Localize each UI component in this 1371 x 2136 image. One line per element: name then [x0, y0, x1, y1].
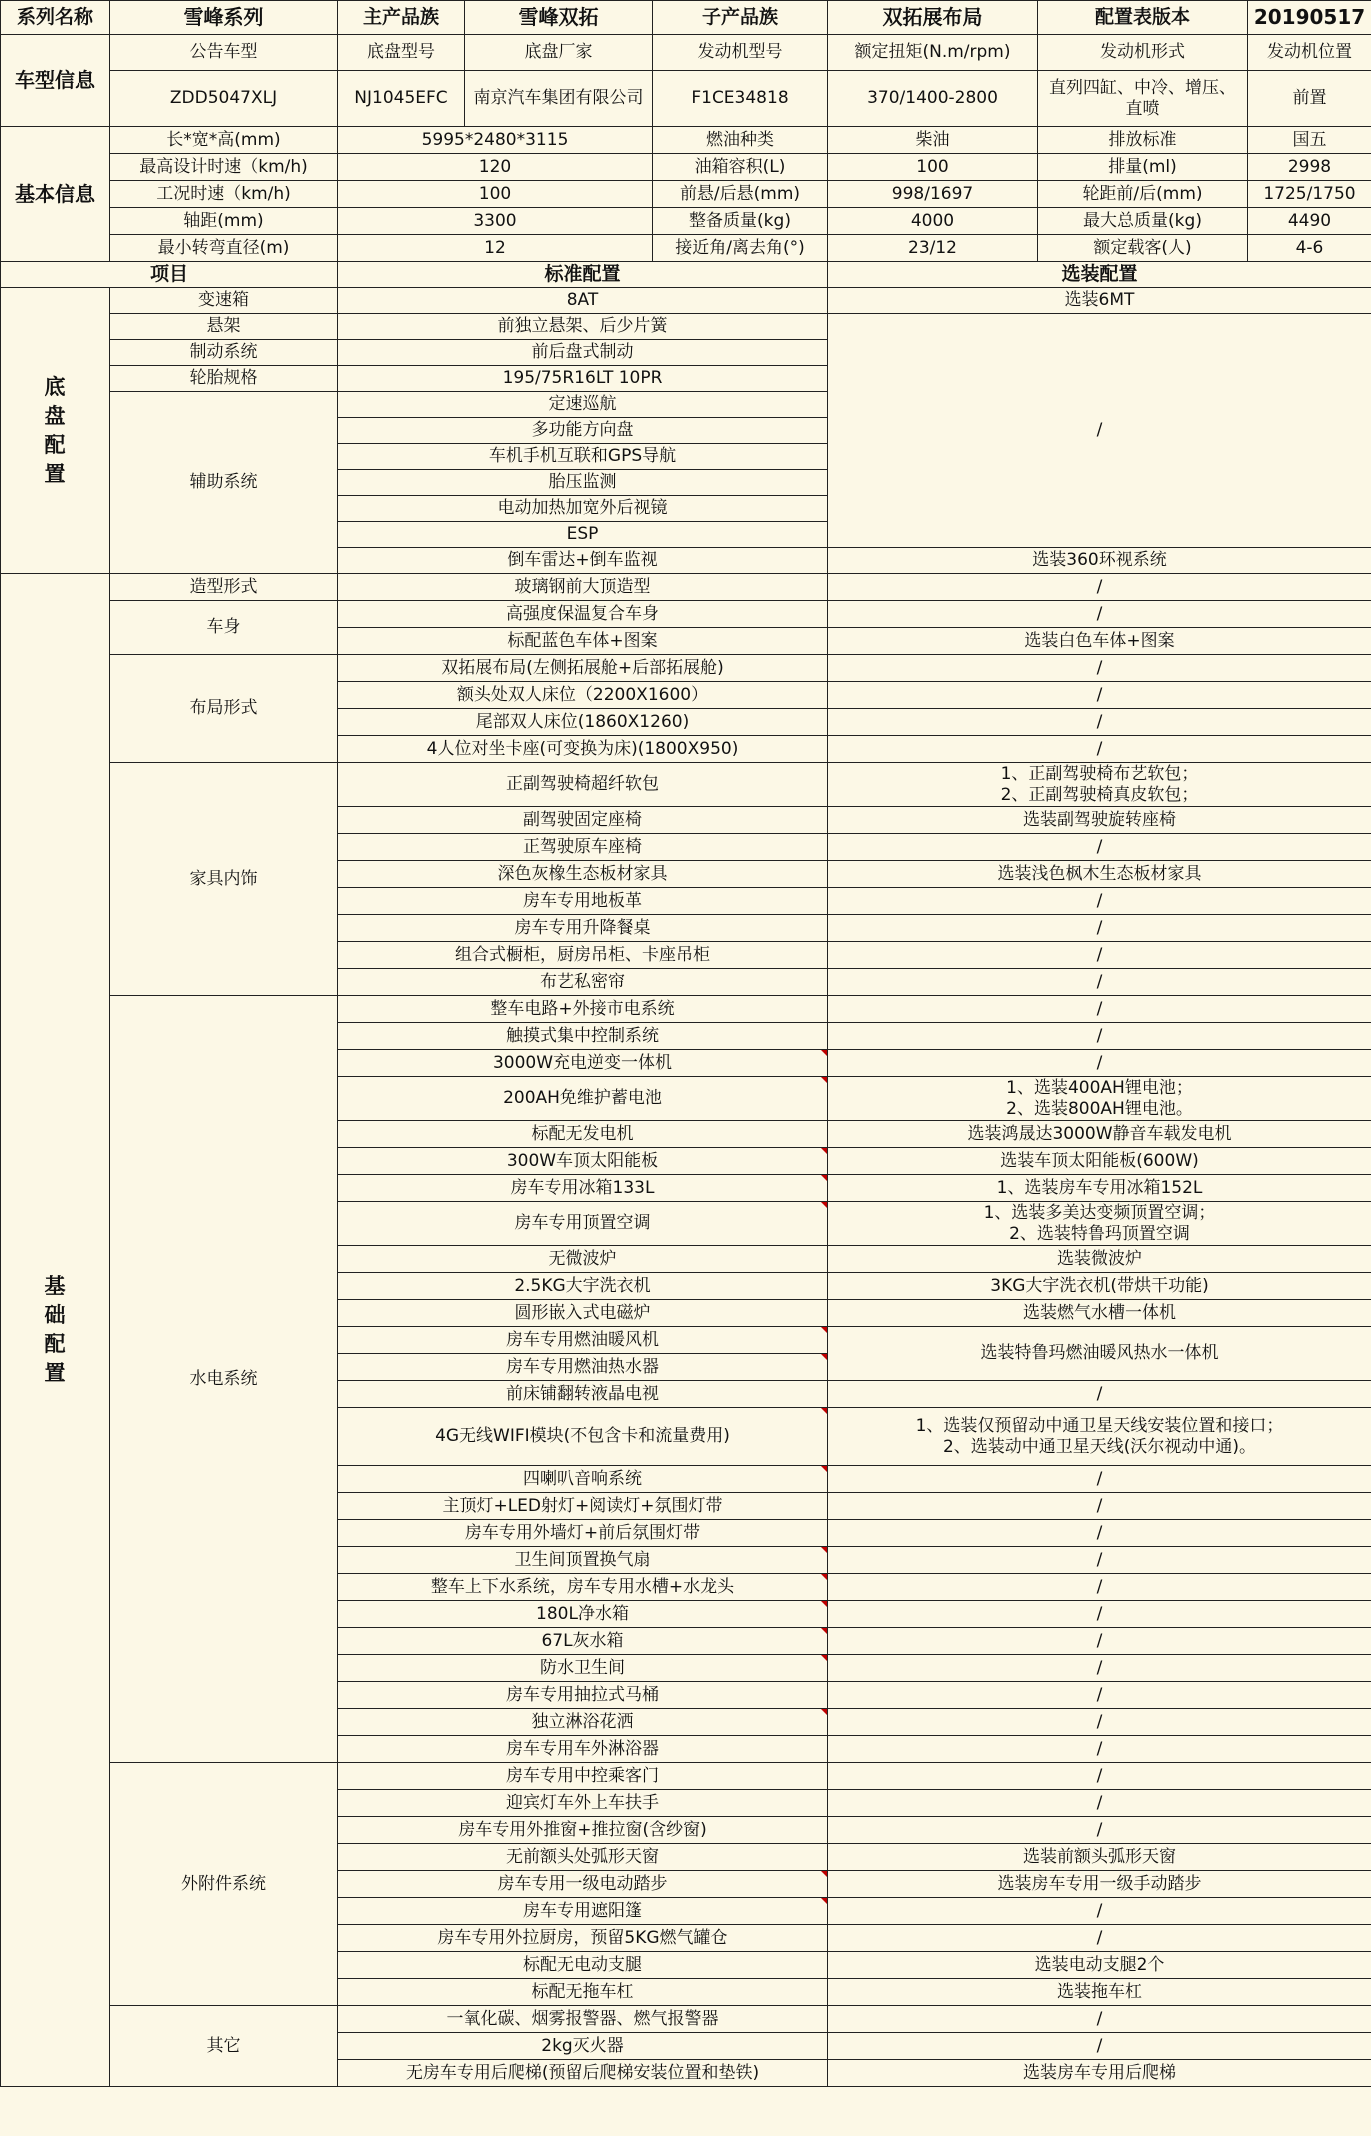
opt-cell: 3KG大宇洗衣机(带烘干功能)	[828, 1273, 1371, 1300]
std-text: 房车专用一级电动踏步	[497, 1873, 668, 1894]
std-cell	[338, 1354, 828, 1381]
opt-cell: 选装6MT	[828, 288, 1371, 314]
basic-value: 120	[338, 154, 653, 181]
basic-value: 柴油	[828, 127, 1038, 154]
std-cell	[338, 888, 828, 915]
std-text: 标配无拖车杠	[531, 1981, 634, 2002]
opt-line: 1、选装仅预留动中通卫星天线安装位置和接口；	[915, 1415, 1284, 1436]
std-cell	[338, 1520, 828, 1547]
std-cell	[338, 1148, 828, 1175]
std-cell: 电动加热加宽外后视镜	[338, 496, 828, 522]
vehicle-header: 公告车型	[110, 35, 338, 71]
config-row	[1, 2006, 1371, 2033]
std-text: 深色灰橡生态板材家具	[497, 863, 668, 884]
optional-header: 选装配置	[828, 262, 1371, 288]
std-text: 高强度保温复合车身	[506, 603, 659, 624]
std-text: 正驾驶原车座椅	[523, 836, 642, 857]
basic-label: 最小转弯直径(m)	[110, 235, 338, 262]
opt-cell: 选装房车专用后爬梯	[828, 2060, 1371, 2087]
basic-value: 100	[828, 154, 1038, 181]
item-label: 变速箱	[110, 288, 338, 314]
std-text: 3000W充电逆变一体机	[492, 1052, 673, 1073]
opt-line: 2、正副驾驶椅真皮软包；	[1000, 784, 1199, 805]
std-text: 双拓展布局(左侧拓展舱+后部拓展舱)	[441, 657, 724, 678]
std-text: 标配蓝色车体+图案	[507, 630, 658, 651]
opt-cell: /	[828, 655, 1371, 682]
std-cell	[338, 1709, 828, 1736]
opt-cell: /	[828, 2006, 1371, 2033]
std-cell	[338, 763, 828, 807]
opt-cell: 选装前额头弧形天窗	[828, 1844, 1371, 1871]
opt-cell: /	[828, 1023, 1371, 1050]
opt-cell: /	[828, 1898, 1371, 1925]
item-label: 外附件系统	[110, 1763, 338, 2006]
opt-cell: 选装浅色枫木生态板材家具	[828, 861, 1371, 888]
std-text: 圆形嵌入式电磁炉	[514, 1302, 651, 1323]
std-text: 无微波炉	[548, 1248, 617, 1269]
basic-label: 轮距前/后(mm)	[1038, 181, 1248, 208]
config-row	[1, 601, 1371, 628]
std-text: 前床铺翻转液晶电视	[506, 1383, 659, 1404]
opt-cell	[828, 1202, 1371, 1246]
std-text: 房车专用遮阳篷	[523, 1900, 642, 1921]
config-row	[1, 763, 1371, 807]
opt-cell: /	[828, 1381, 1371, 1408]
item-label: 悬架	[110, 314, 338, 340]
item-label: 辅助系统	[110, 392, 338, 574]
chassis-row	[1, 288, 1371, 314]
basic-label: 排放标准	[1038, 127, 1248, 154]
opt-cell: /	[828, 1655, 1371, 1682]
std-text: 房车专用外拉厨房，预留5KG燃气罐仓	[437, 1927, 728, 1948]
std-cell	[338, 655, 828, 682]
opt-line: 2、选装特鲁玛顶置空调	[1009, 1224, 1190, 1244]
std-cell	[338, 1655, 828, 1682]
basic-label: 油箱容积(L)	[653, 154, 828, 181]
std-text: 独立淋浴花洒	[531, 1711, 634, 1732]
opt-cell: 选装副驾驶旋转座椅	[828, 807, 1371, 834]
std-text: 2.5KG大宇洗衣机	[514, 1275, 651, 1296]
std-text: 整车上下水系统，房车专用水槽+水龙头	[430, 1576, 735, 1597]
std-cell	[338, 1628, 828, 1655]
std-cell	[338, 942, 828, 969]
opt-cell: 选装燃气水槽一体机	[828, 1300, 1371, 1327]
opt-cell: /	[828, 1682, 1371, 1709]
opt-cell: /	[828, 1050, 1371, 1077]
basic-value: 4000	[828, 208, 1038, 235]
std-cell	[338, 1574, 828, 1601]
opt-cell: /	[828, 1574, 1371, 1601]
std-text: 房车专用抽拉式马桶	[506, 1684, 659, 1705]
std-cell: 车机手机互联和GPS导航	[338, 444, 828, 470]
std-cell	[338, 574, 828, 601]
std-text: 触摸式集中控制系统	[506, 1025, 659, 1046]
chassis-section	[1, 288, 110, 574]
vehicle-value: 南京汽车集团有限公司	[465, 71, 653, 127]
std-cell	[338, 1121, 828, 1148]
opt-cell: 1、选装房车专用冰箱152L	[828, 1175, 1371, 1202]
opt-cell: /	[828, 709, 1371, 736]
opt-cell: /	[828, 314, 1371, 548]
std-text: 67L灰水箱	[541, 1630, 624, 1651]
item-label: 水电系统	[110, 996, 338, 1763]
std-cell	[338, 861, 828, 888]
std-text: 房车专用车外淋浴器	[506, 1738, 659, 1759]
opt-cell: /	[828, 1736, 1371, 1763]
basic-label: 工况时速（km/h)	[110, 181, 338, 208]
std-cell	[338, 1202, 828, 1246]
vehicle-header: 发动机形式	[1038, 35, 1248, 71]
item-label: 车身	[110, 601, 338, 655]
opt-cell	[828, 763, 1371, 807]
std-cell	[338, 1547, 828, 1574]
basic-value: 100	[338, 181, 653, 208]
basic-row	[1, 154, 1371, 181]
std-cell: 多功能方向盘	[338, 418, 828, 444]
series-label: 系列名称	[1, 1, 110, 35]
std-text: 房车专用升降餐桌	[514, 917, 651, 938]
std-cell	[338, 969, 828, 996]
std-cell	[338, 996, 828, 1023]
opt-cell: /	[828, 1547, 1371, 1574]
std-text: 房车专用外墙灯+前后氛围灯带	[464, 1522, 701, 1543]
vehicle-header: 底盘厂家	[465, 35, 653, 71]
std-text: 4人位对坐卡座(可变换为床)(1800X950)	[426, 738, 739, 759]
config-row	[1, 574, 1371, 601]
std-cell	[338, 1763, 828, 1790]
basic-value: 4490	[1248, 208, 1371, 235]
std-cell: 定速巡航	[338, 392, 828, 418]
opt-cell: 选装鸿晟达3000W静音车载发电机	[828, 1121, 1371, 1148]
config-header-row	[1, 262, 1371, 288]
basic-row	[1, 208, 1371, 235]
std-text: 防水卫生间	[540, 1657, 625, 1678]
std-text: 副驾驶固定座椅	[523, 809, 642, 830]
opt-cell: /	[828, 1520, 1371, 1547]
opt-line: 1、选装多美达变频顶置空调；	[983, 1203, 1216, 1223]
std-cell	[338, 807, 828, 834]
vehicle-value: 前置	[1248, 71, 1371, 127]
basic-row	[1, 127, 1371, 154]
opt-cell: 选装360环视系统	[828, 548, 1371, 574]
std-cell	[338, 1050, 828, 1077]
std-text: 卫生间顶置换气扇	[514, 1549, 651, 1570]
std-cell	[338, 682, 828, 709]
opt-cell: /	[828, 942, 1371, 969]
std-text: 正副驾驶椅超纤软包	[506, 774, 659, 794]
sub-family-label: 子产品族	[653, 1, 828, 35]
item-header: 项目	[1, 262, 338, 288]
opt-cell	[828, 1077, 1371, 1121]
std-text: 房车专用外推窗+推拉窗(含纱窗)	[458, 1819, 707, 1840]
std-cell	[338, 1601, 828, 1628]
std-cell	[338, 1844, 828, 1871]
vehicle-header-row	[1, 35, 1371, 71]
std-cell	[338, 1300, 828, 1327]
vehicle-header: 额定扭矩(N.m/rpm)	[828, 35, 1038, 71]
opt-cell: /	[828, 1601, 1371, 1628]
std-cell	[338, 601, 828, 628]
opt-cell: /	[828, 1817, 1371, 1844]
opt-cell: /	[828, 915, 1371, 942]
basic-label: 燃油种类	[653, 127, 828, 154]
std-cell	[338, 1817, 828, 1844]
std-cell	[338, 628, 828, 655]
vehicle-value: ZDD5047XLJ	[110, 71, 338, 127]
opt-cell: 选装白色车体+图案	[828, 628, 1371, 655]
std-text: 主顶灯+LED射灯+阅读灯+氛围灯带	[442, 1495, 723, 1516]
vehicle-header: 发动机型号	[653, 35, 828, 71]
opt-cell: /	[828, 1925, 1371, 1952]
config-row	[1, 996, 1371, 1023]
std-cell	[338, 1925, 828, 1952]
header-row	[1, 1, 1371, 35]
std-text: 额头处双人床位（2200X1600）	[456, 684, 709, 705]
opt-cell: /	[828, 888, 1371, 915]
chassis-section-label: 底盘配置	[44, 374, 66, 486]
basic-label: 整备质量(kg)	[653, 208, 828, 235]
std-cell	[338, 1327, 828, 1354]
basic-label: 最大总质量(kg)	[1038, 208, 1248, 235]
opt-cell: 选装拖车杠	[828, 1979, 1371, 2006]
std-cell	[338, 1246, 828, 1273]
basic-config-section-label: 基础配置	[44, 1274, 66, 1385]
basic-value: 5995*2480*3115	[338, 127, 653, 154]
opt-line: 1、选装400AH锂电池；	[1006, 1077, 1193, 1098]
item-label: 布局形式	[110, 655, 338, 763]
vehicle-value: F1CE34818	[653, 71, 828, 127]
vehicle-header: 底盘型号	[338, 35, 465, 71]
std-cell	[338, 1408, 828, 1466]
std-cell	[338, 1175, 828, 1202]
opt-line: 2、选装800AH锂电池。	[1006, 1098, 1193, 1119]
std-cell	[338, 1493, 828, 1520]
std-cell: ESP	[338, 522, 828, 548]
basic-label: 额定载客(人)	[1038, 235, 1248, 262]
opt-cell: 选装房车专用一级手动踏步	[828, 1871, 1371, 1898]
basic-value: 2998	[1248, 154, 1371, 181]
item-label: 家具内饰	[110, 763, 338, 996]
std-text: 2kg灭火器	[541, 2035, 624, 2056]
item-label: 其它	[110, 2006, 338, 2087]
vehicle-value: 370/1400-2800	[828, 71, 1038, 127]
version-label: 配置表版本	[1038, 1, 1248, 35]
series-value: 雪峰系列	[110, 1, 338, 35]
opt-cell: /	[828, 1493, 1371, 1520]
std-cell	[338, 2006, 828, 2033]
std-cell	[338, 1871, 828, 1898]
std-cell	[338, 1023, 828, 1050]
basic-label: 轴距(mm)	[110, 208, 338, 235]
main-family-label: 主产品族	[338, 1, 465, 35]
item-label: 轮胎规格	[110, 366, 338, 392]
vehicle-section: 车型信息	[1, 35, 110, 127]
opt-cell: /	[828, 834, 1371, 861]
std-text: 无房车专用后爬梯(预留后爬梯安装位置和垫铁)	[405, 2062, 760, 2083]
chassis-row	[1, 314, 1371, 340]
std-text: 房车专用中控乘客门	[506, 1765, 659, 1786]
std-text: 标配无发电机	[531, 1123, 634, 1144]
std-text: 尾部双人床位(1860X1260)	[475, 711, 690, 732]
basic-label: 排量(ml)	[1038, 154, 1248, 181]
config-row	[1, 1763, 1371, 1790]
opt-cell: /	[828, 574, 1371, 601]
opt-cell: 选装车顶太阳能板(600W)	[828, 1148, 1371, 1175]
item-label: 制动系统	[110, 340, 338, 366]
basic-row	[1, 181, 1371, 208]
std-text: 房车专用燃油暖风机	[506, 1329, 659, 1350]
opt-cell: /	[828, 1628, 1371, 1655]
std-cell	[338, 1273, 828, 1300]
config-row	[1, 655, 1371, 682]
std-cell	[338, 915, 828, 942]
std-cell	[338, 1898, 828, 1925]
std-text: 布艺私密帘	[540, 971, 625, 992]
opt-cell: 选装电动支腿2个	[828, 1952, 1371, 1979]
std-text: 迎宾灯车外上车扶手	[506, 1792, 659, 1813]
std-cell: 8AT	[338, 288, 828, 314]
std-cell	[338, 1682, 828, 1709]
std-cell	[338, 1077, 828, 1121]
std-text: 300W车顶太阳能板	[506, 1150, 659, 1171]
main-family-value: 雪峰双拓	[465, 1, 653, 35]
standard-header: 标准配置	[338, 262, 828, 288]
opt-cell: /	[828, 996, 1371, 1023]
opt-cell: 选装微波炉	[828, 1246, 1371, 1273]
std-cell: 胎压监测	[338, 470, 828, 496]
opt-cell: /	[828, 682, 1371, 709]
basic-label: 最高设计时速（km/h)	[110, 154, 338, 181]
std-cell	[338, 1790, 828, 1817]
basic-config-body	[1, 574, 1371, 2087]
std-text: 房车专用燃油热水器	[506, 1356, 659, 1377]
std-cell: 前后盘式制动	[338, 340, 828, 366]
vehicle-value: NJ1045EFC	[338, 71, 465, 127]
basic-value: 3300	[338, 208, 653, 235]
std-text: 一氧化碳、烟雾报警器、燃气报警器	[446, 2008, 719, 2029]
vehicle-value: 直列四缸、中冷、增压、直喷	[1038, 71, 1248, 127]
basic-value: 1725/1750	[1248, 181, 1371, 208]
std-cell	[338, 2060, 828, 2087]
std-text: 4G无线WIFI模块(不包含卡和流量费用)	[435, 1426, 730, 1446]
std-cell	[338, 2033, 828, 2060]
opt-cell: /	[828, 1790, 1371, 1817]
std-text: 无前额头处弧形天窗	[506, 1846, 659, 1867]
std-cell	[338, 1979, 828, 2006]
opt-cell	[828, 1408, 1371, 1466]
vehicle-value-row	[1, 71, 1371, 127]
opt-cell: 选装特鲁玛燃油暖风热水一体机	[828, 1327, 1371, 1381]
std-cell	[338, 1952, 828, 1979]
basic-label: 长*宽*高(mm)	[110, 127, 338, 154]
opt-cell: /	[828, 601, 1371, 628]
basic-value: 国五	[1248, 127, 1371, 154]
std-cell: 倒车雷达+倒车监视	[338, 548, 828, 574]
std-text: 整车电路+外接市电系统	[490, 998, 675, 1019]
basic-config-section	[1, 574, 110, 2087]
std-text: 标配无电动支腿	[523, 1954, 642, 1975]
sub-family-value: 双拓展布局	[828, 1, 1038, 35]
std-cell: 195/75R16LT 10PR	[338, 366, 828, 392]
opt-cell: /	[828, 2033, 1371, 2060]
basic-value: 998/1697	[828, 181, 1038, 208]
basic-value: 4-6	[1248, 235, 1371, 262]
std-cell: 前独立悬架、后少片簧	[338, 314, 828, 340]
basic-value: 23/12	[828, 235, 1038, 262]
basic-label: 接近角/离去角(°)	[653, 235, 828, 262]
std-cell	[338, 1736, 828, 1763]
std-text: 180L净水箱	[536, 1603, 629, 1624]
opt-cell: /	[828, 736, 1371, 763]
std-cell	[338, 709, 828, 736]
opt-line: 1、正副驾驶椅布艺软包；	[1000, 763, 1199, 784]
version-value: 20190517	[1248, 1, 1371, 35]
opt-cell: /	[828, 1466, 1371, 1493]
basic-value: 12	[338, 235, 653, 262]
std-cell	[338, 1381, 828, 1408]
std-text: 四喇叭音响系统	[523, 1468, 642, 1489]
std-cell	[338, 1466, 828, 1493]
vehicle-header: 发动机位置	[1248, 35, 1371, 71]
basic-label: 前悬/后悬(mm)	[653, 181, 828, 208]
std-text: 房车专用地板革	[523, 890, 642, 911]
opt-cell: /	[828, 1763, 1371, 1790]
opt-cell: /	[828, 1709, 1371, 1736]
basic-row	[1, 235, 1371, 262]
std-text: 房车专用顶置空调	[514, 1213, 651, 1233]
std-cell	[338, 834, 828, 861]
std-cell	[338, 736, 828, 763]
std-text: 200AH免维护蓄电池	[503, 1088, 662, 1108]
std-text: 组合式橱柜，厨房吊柜、卡座吊柜	[455, 944, 710, 965]
std-text: 房车专用冰箱133L	[510, 1177, 655, 1198]
basic-section: 基本信息	[1, 127, 110, 262]
std-text: 玻璃钢前大顶造型	[514, 576, 651, 597]
item-label: 造型形式	[110, 574, 338, 601]
opt-line: 2、选装动中通卫星天线(沃尔视动中通)。	[942, 1436, 1257, 1457]
opt-cell: /	[828, 969, 1371, 996]
